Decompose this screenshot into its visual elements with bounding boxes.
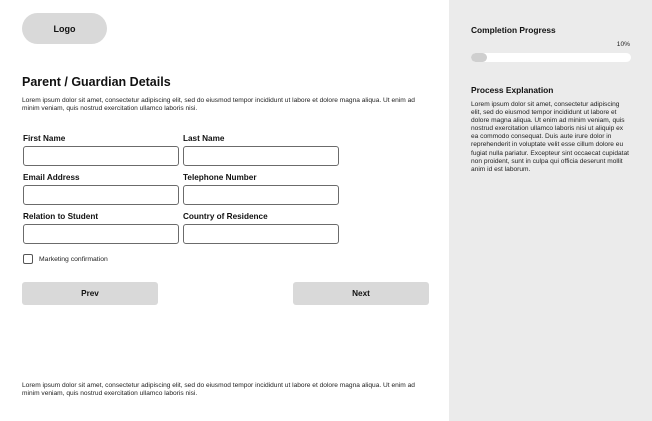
marketing-confirmation-row[interactable] [23, 254, 108, 264]
email-label: Email Address [23, 173, 80, 182]
progress-bar [471, 53, 631, 62]
next-button[interactable] [293, 282, 429, 305]
country-label: Country of Residence [183, 212, 268, 221]
relation-input[interactable] [23, 224, 179, 244]
last-name-label: Last Name [183, 134, 225, 143]
footer-text: Lorem ipsum dolor sit amet, consectetur adipiscing elit, sed do eiusmod tempor incididunt ut labore et dolore magna aliqua. Ut enim ad minim veniam, quis nostrud exercitation ullamco laboris nisi. [22, 382, 415, 398]
logo[interactable] [22, 13, 107, 44]
marketing-label: Marketing confirmation [39, 255, 108, 263]
email-input[interactable] [23, 185, 179, 205]
telephone-input[interactable] [183, 185, 339, 205]
process-explanation-title: Process Explanation [471, 85, 554, 95]
completion-progress-title: Completion Progress [471, 25, 556, 35]
first-name-input[interactable] [23, 146, 179, 166]
intro-text: Lorem ipsum dolor sit amet, consectetur adipiscing elit, sed do eiusmod tempor incididunt ut labore et dolore magna aliqua. Ut enim ad minim veniam, quis nostrud exercitation ullamco laboris nisi. [22, 97, 415, 113]
telephone-label: Telephone Number [183, 173, 257, 182]
process-explanation-text: Lorem ipsum dolor sit amet, consectetur adipiscing elit, sed do eiusmod tempor incididunt ut labore et dolore magna aliqua. Ut enim ad minim veniam, quis nostrud exercitation ullamco laboris nisi ut aliquip ex ea commodo consequat. Duis aute irure dolor in reprehenderit in voluptate velit esse cillum dolore eu fugiat nulla pariatur. Excepteur sint occaecat cupidatat non proident, sunt in culpa qui officia deserunt mollit anim id est laborum. [471, 101, 629, 173]
sidebar [449, 0, 652, 421]
next-button-label: Next [352, 289, 370, 298]
last-name-input[interactable] [183, 146, 339, 166]
page-title: Parent / Guardian Details [22, 75, 171, 89]
relation-label: Relation to Student [23, 212, 99, 221]
first-name-label: First Name [23, 134, 66, 143]
country-input[interactable] [183, 224, 339, 244]
progress-percent: 10% [616, 41, 630, 48]
prev-button-label: Prev [81, 289, 99, 298]
prev-button[interactable] [22, 282, 158, 305]
logo-label: Logo [53, 23, 76, 34]
progress-bar-fill [471, 53, 487, 62]
marketing-checkbox[interactable] [23, 254, 33, 264]
